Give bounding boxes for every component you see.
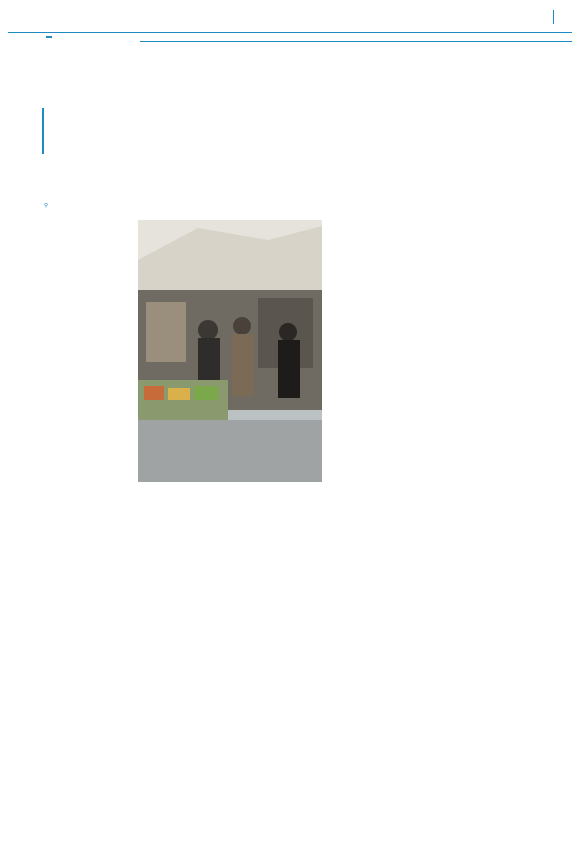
location-pin-icon: ⚲ [44,203,49,209]
header-rule [8,32,572,33]
kicker-rule [140,41,572,42]
summary-accent [42,108,44,154]
article1-kicker [46,36,52,38]
article1-col1 [44,212,132,502]
article1-col2 [138,192,226,218]
article1-place [44,203,48,209]
header-separator [553,10,554,24]
masthead [8,6,572,32]
article1-col3 [232,192,322,484]
